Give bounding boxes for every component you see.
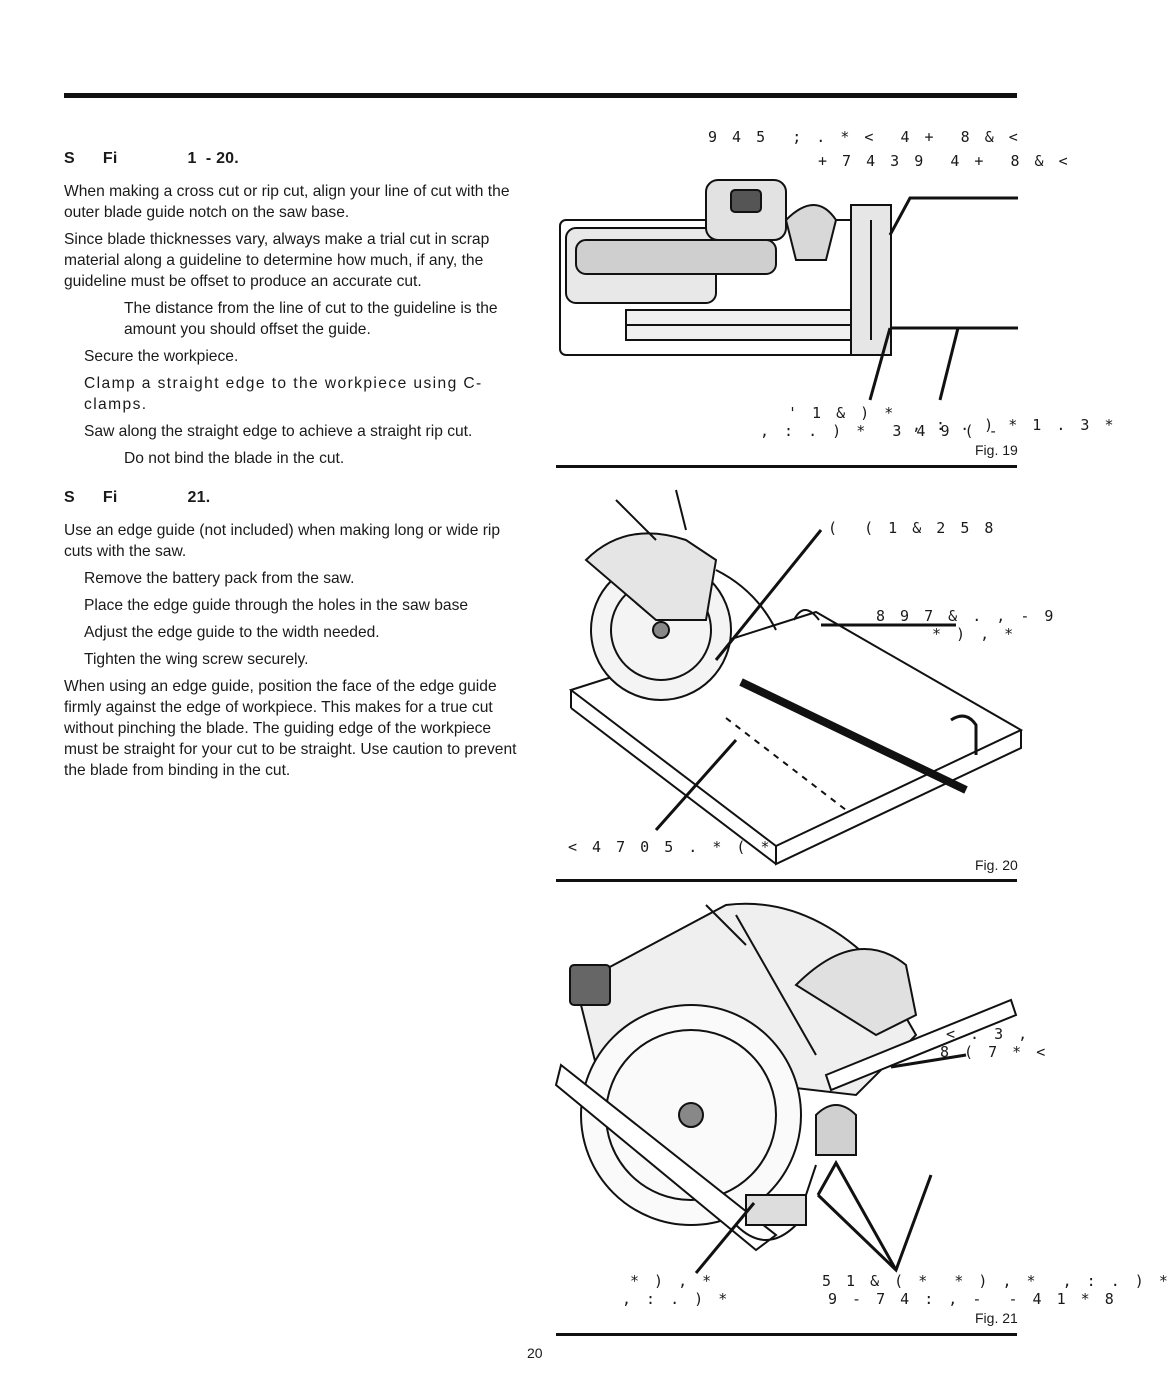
paragraph: Use an edge guide (not included) when making long or wide rip cuts with the saw.	[64, 522, 501, 560]
fig19-callout: 9 4 5 ; . * < 4 + 8 & <	[708, 128, 1021, 146]
figure-label: Fig. 19	[975, 442, 1018, 458]
section-heading-edge-guide: S Fi 21.	[64, 489, 211, 506]
step-item: Remove the battery pack from the saw.	[84, 570, 355, 587]
fig21-callout: 5 1 & ( * * ) , * , : . ) *	[822, 1272, 1171, 1290]
fig20-callout: ( ( 1 & 2 5 8	[828, 519, 997, 537]
saw-rip-cut-illustration	[556, 490, 1021, 870]
paragraph: When using an edge guide, position the face of the edge guide firmly against the edge of workpiece. This makes for a true cut without pinching the blade. The guiding edge of the workpiece must be straight for your cut to be straight. Use caution to prevent the blade from binding in the cut.	[64, 678, 517, 779]
figure-label: Fig. 21	[975, 1310, 1018, 1326]
fig21-callout: * ) , *	[630, 1272, 715, 1290]
figure-rule	[556, 1333, 1017, 1336]
figure-rule	[556, 465, 1017, 468]
step-item: Secure the workpiece.	[84, 348, 239, 365]
figure-rule	[556, 879, 1017, 882]
fig19-callout: ' 1 & ) *	[788, 404, 897, 422]
step-item: Clamp a straight edge to the workpiece using C-clamps.	[84, 375, 483, 413]
note-paragraph: The distance from the line of cut to the guideline is the amount you should offset the guide.	[124, 300, 498, 338]
step-item: Place the edge guide through the holes in the saw base	[84, 597, 469, 614]
fig19-callout: + 7 4 3 9 4 + 8 & <	[818, 152, 1071, 170]
step-item: Tighten the wing screw securely.	[84, 651, 309, 668]
step-item: Adjust the edge guide to the width needed.	[84, 624, 380, 641]
top-rule	[64, 93, 1017, 98]
paragraph: When making a cross cut or rip cut, align your line of cut with the outer blade guide notch on the saw base.	[64, 183, 510, 221]
fig19-callout: , : . ) * 1 . 3 *	[912, 416, 1117, 434]
figure-label: Fig. 20	[975, 857, 1018, 873]
fig21-callout: < . 3 ,	[946, 1025, 1031, 1043]
page-number: 20	[527, 1345, 543, 1361]
section-heading-straight-cuts: S Fi 1 - 20.	[64, 150, 239, 167]
fig21-callout: 8 ( 7 * <	[940, 1043, 1049, 1061]
text-column	[64, 148, 526, 787]
fig21-callout: 9 - 7 4 : , - - 4 1 * 8	[828, 1290, 1117, 1308]
fig20-callout: < 4 7 0 5 . * ( *	[568, 838, 773, 856]
step-item: Saw along the straight edge to achieve a straight rip cut.	[84, 423, 473, 440]
fig20-callout: * ) , *	[932, 625, 1017, 643]
saw-edge-guide-illustration	[556, 885, 1016, 1285]
step-note: Do not bind the blade in the cut.	[124, 450, 345, 467]
fig19-callout: , : . ) * 3 4 9 ( -	[760, 422, 1001, 440]
fig21-callout: , : . ) *	[622, 1290, 731, 1308]
fig19-leader-lines	[870, 195, 1020, 410]
fig20-callout: 8 9 7 & . , - 9	[876, 607, 1057, 625]
paragraph: Since blade thicknesses vary, always make a trial cut in scrap material along a guideline to determine how much, if any, the guideline must be offset to produce an accurate cut.	[64, 231, 490, 290]
